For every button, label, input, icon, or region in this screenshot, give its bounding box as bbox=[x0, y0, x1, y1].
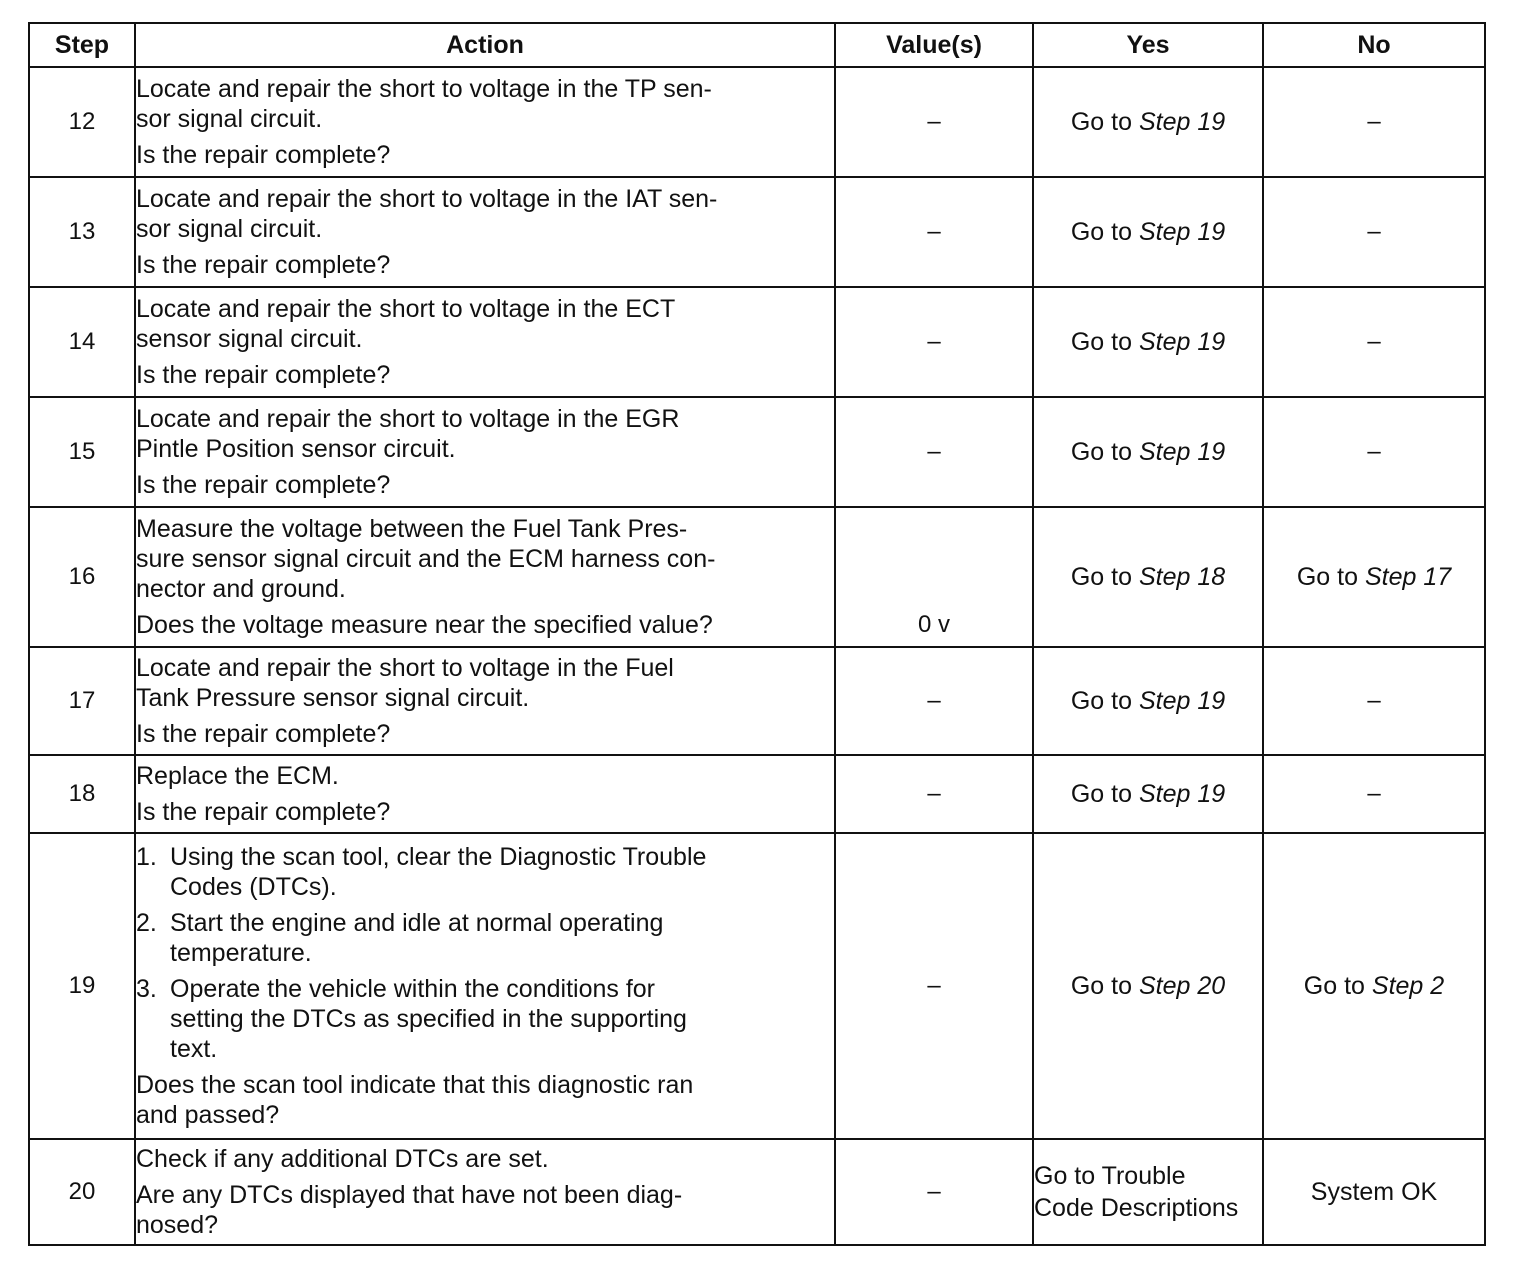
step-number: 20 bbox=[29, 1139, 135, 1245]
action-question: Does the scan tool indicate that this diagnostic ran and passed? bbox=[136, 1071, 694, 1129]
table-row bbox=[29, 647, 1485, 755]
action-question: Is the repair complete? bbox=[136, 798, 391, 826]
action-cell bbox=[135, 397, 835, 507]
action-text: Locate and repair the short to voltage in the Fuel Tank Pressure sensor signal circuit. bbox=[136, 654, 674, 712]
yes-cell: Go to Step 20 bbox=[1033, 833, 1263, 1139]
value-cell: 0 v bbox=[835, 507, 1033, 647]
step-number: 15 bbox=[29, 397, 135, 507]
header-action: Action bbox=[135, 23, 835, 67]
yes-cell: Go to Step 19 bbox=[1033, 67, 1263, 177]
action-question: Are any DTCs displayed that have not been diag- nosed? bbox=[136, 1181, 683, 1239]
value-cell: – bbox=[835, 67, 1033, 177]
step-number: 14 bbox=[29, 287, 135, 397]
step-number: 13 bbox=[29, 177, 135, 287]
list-item: 1. Using the scan tool, clear the Diagnostic Trouble Codes (DTCs). bbox=[136, 843, 707, 901]
value-cell: – bbox=[835, 647, 1033, 755]
table-row bbox=[29, 1139, 1485, 1245]
action-question: Does the voltage measure near the specified value? bbox=[136, 611, 713, 639]
action-question: Is the repair complete? bbox=[136, 141, 391, 169]
yes-cell: Go to Step 19 bbox=[1033, 647, 1263, 755]
no-cell: – bbox=[1263, 67, 1485, 177]
action-cell bbox=[135, 833, 835, 1139]
value-cell: – bbox=[835, 833, 1033, 1139]
no-cell: Go to Step 17 bbox=[1263, 507, 1485, 647]
step-number: 19 bbox=[29, 833, 135, 1139]
header-step: Step bbox=[29, 23, 135, 67]
header-no: No bbox=[1263, 23, 1485, 67]
yes-cell: Go to Step 19 bbox=[1033, 397, 1263, 507]
step-number: 18 bbox=[29, 755, 135, 833]
action-cell bbox=[135, 287, 835, 397]
no-cell: – bbox=[1263, 177, 1485, 287]
step-number: 17 bbox=[29, 647, 135, 755]
value-cell: – bbox=[835, 287, 1033, 397]
no-cell: – bbox=[1263, 755, 1485, 833]
yes-cell: Go to Step 19 bbox=[1033, 177, 1263, 287]
table-header-row bbox=[29, 23, 1485, 67]
table-row bbox=[29, 67, 1485, 177]
action-cell bbox=[135, 177, 835, 287]
table-row bbox=[29, 833, 1485, 1139]
value-cell: – bbox=[835, 177, 1033, 287]
value-cell: – bbox=[835, 397, 1033, 507]
diagnostic-table bbox=[28, 22, 1486, 1246]
action-cell bbox=[135, 67, 835, 177]
yes-cell: Go to Trouble Code Descriptions bbox=[1033, 1139, 1263, 1245]
procedure-list bbox=[136, 842, 834, 1064]
header-values: Value(s) bbox=[835, 23, 1033, 67]
action-question: Is the repair complete? bbox=[136, 251, 391, 279]
step-number: 16 bbox=[29, 507, 135, 647]
action-cell bbox=[135, 647, 835, 755]
list-item: 3. Operate the vehicle within the conditions for setting the DTCs as specified in the supporting text. bbox=[136, 975, 687, 1063]
header-yes: Yes bbox=[1033, 23, 1263, 67]
action-cell bbox=[135, 507, 835, 647]
action-question: Is the repair complete? bbox=[136, 471, 391, 499]
no-cell: – bbox=[1263, 287, 1485, 397]
yes-cell: Go to Step 19 bbox=[1033, 755, 1263, 833]
table-row bbox=[29, 177, 1485, 287]
action-cell bbox=[135, 755, 835, 833]
action-cell bbox=[135, 1139, 835, 1245]
step-number: 12 bbox=[29, 67, 135, 177]
value-cell: – bbox=[835, 1139, 1033, 1245]
action-text: Measure the voltage between the Fuel Tank Pres- sure sensor signal circuit and the ECM harness con- nector and ground. bbox=[136, 515, 716, 603]
action-text: Replace the ECM. bbox=[136, 762, 339, 790]
list-item: 2. Start the engine and idle at normal operating temperature. bbox=[136, 909, 664, 967]
no-cell: System OK bbox=[1263, 1139, 1485, 1245]
no-cell: – bbox=[1263, 647, 1485, 755]
no-cell: – bbox=[1263, 397, 1485, 507]
table-row bbox=[29, 287, 1485, 397]
action-text: Locate and repair the short to voltage in the TP sen- sor signal circuit. bbox=[136, 75, 712, 133]
action-question: Is the repair complete? bbox=[136, 720, 391, 748]
table-row bbox=[29, 507, 1485, 647]
table-row bbox=[29, 755, 1485, 833]
action-text: Locate and repair the short to voltage in the IAT sen- sor signal circuit. bbox=[136, 185, 718, 243]
table-row bbox=[29, 397, 1485, 507]
yes-cell: Go to Step 19 bbox=[1033, 287, 1263, 397]
action-text: Locate and repair the short to voltage in the EGR Pintle Position sensor circuit. bbox=[136, 405, 680, 463]
action-question: Is the repair complete? bbox=[136, 361, 391, 389]
no-cell: Go to Step 2 bbox=[1263, 833, 1485, 1139]
value-cell: – bbox=[835, 755, 1033, 833]
action-text: Locate and repair the short to voltage in the ECT sensor signal circuit. bbox=[136, 295, 676, 353]
yes-cell: Go to Step 18 bbox=[1033, 507, 1263, 647]
action-text: Check if any additional DTCs are set. bbox=[136, 1145, 549, 1173]
